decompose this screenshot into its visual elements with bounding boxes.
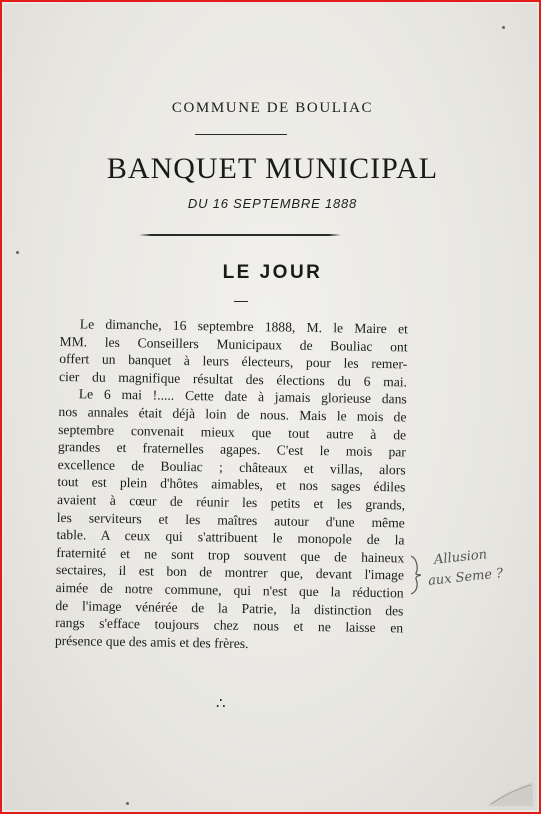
text-line: sectaires, il est bon de montrer que, devant l'image xyxy=(55,562,405,583)
text-line: cier du magnifique résultat des élections du 6 mai. xyxy=(58,368,408,390)
text-line: septembre convenait mieux que tout autre à de xyxy=(58,421,407,443)
text-line: tout est plein d'hôtes aimables, et nos sages édiles xyxy=(57,474,406,495)
text-line: Le 6 mai !..... Cette date à jamais glorieuse dans xyxy=(78,386,407,407)
text-line: aimée de notre commune, qui n'est que la réduction xyxy=(55,579,404,601)
paper-spot xyxy=(502,26,505,29)
handwritten-note-line2: aux Seme ? xyxy=(427,566,504,589)
text-line: table. A ceux qui s'attribuent le monopole de la xyxy=(56,527,405,548)
page-corner-curl xyxy=(487,782,533,806)
text-line: les serviteurs et les maîtres autour d'une même xyxy=(56,509,405,530)
text-line: fraternité et ne sont trop souvent que de haineux xyxy=(56,544,405,566)
section-dash xyxy=(234,301,248,302)
text-line: Le dimanche, 16 septembre 1888, M. le Maire et xyxy=(79,316,408,337)
text-line: de l'image vénérée de la Patrie, la distinction des xyxy=(55,597,404,618)
text-line: grandes et fraternelles agapes. C'est le mois par xyxy=(57,439,407,460)
body-text xyxy=(55,315,408,655)
document-page xyxy=(4,4,537,810)
section-heading: LE JOUR xyxy=(222,262,323,283)
text-line: nos annales était déjà loin de nous. Mais le mois de xyxy=(58,403,407,425)
text-line: avaient à cœur de réunir les petits et les grands, xyxy=(56,491,406,513)
document-title: BANQUET MUNICIPAL xyxy=(106,152,439,185)
ornament-dots: ∴ xyxy=(216,696,227,712)
short-rule xyxy=(195,134,287,135)
paper-spot xyxy=(16,251,19,254)
long-rule xyxy=(139,234,341,236)
commune-heading: COMMUNE DE BOULIAC xyxy=(171,100,374,116)
text-line: MM. les Conseillers Municipaux de Bouliac ont xyxy=(59,333,408,355)
text-line: rangs s'efface toujours chez nous et ne laisse en xyxy=(55,615,404,636)
text-line: présence que des amis et des frères. xyxy=(54,632,249,651)
text-line: offert un banquet à leurs électeurs, pour les remer- xyxy=(59,351,408,372)
document-date: DU 16 SEPTEMBRE 1888 xyxy=(187,196,358,211)
text-line: excellence de Bouliac ; châteaux et villas, alors xyxy=(57,456,406,478)
paper-spot xyxy=(126,802,129,805)
handwritten-brace xyxy=(409,554,423,596)
handwritten-note-line1: Allusion xyxy=(433,547,488,568)
